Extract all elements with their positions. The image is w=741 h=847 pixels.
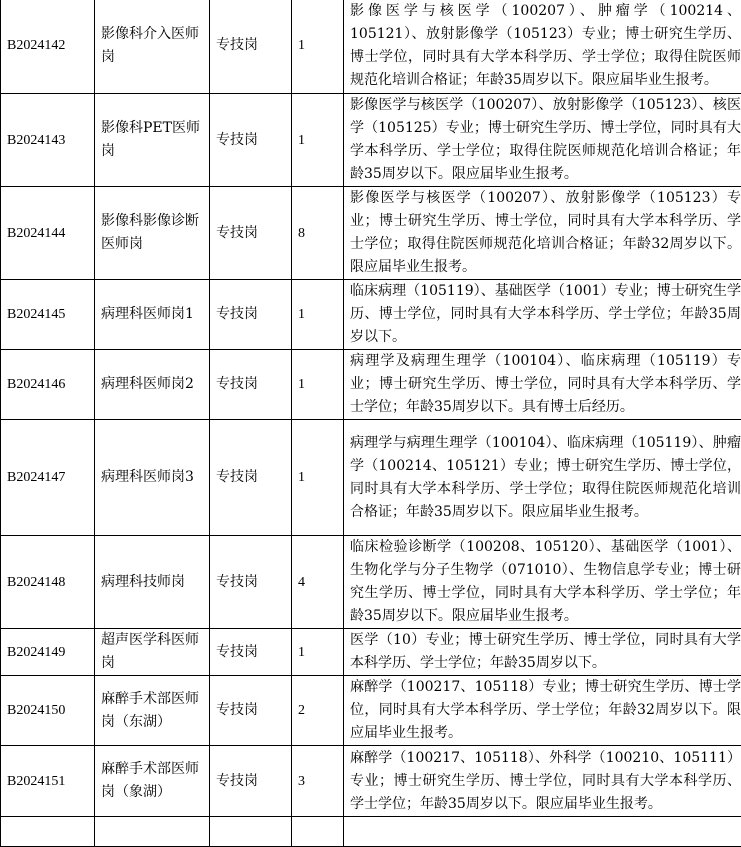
headcount: 1 — [292, 350, 344, 420]
position-requirements — [344, 817, 741, 847]
table-body — [1, 0, 741, 847]
position-requirements: 麻醉学（100217、105118）专业；博士研究生学历、博士学位，同时具有大学本科学历、学士学位；年龄32周岁以下。限应届毕业生报考。 — [344, 676, 741, 746]
position-name: 影像科PET医师岗 — [95, 94, 210, 187]
position-type: 专技岗 — [210, 0, 292, 94]
position-type: 专技岗 — [210, 94, 292, 187]
position-name: 影像科介入医师岗 — [95, 0, 210, 94]
table-row — [1, 676, 741, 746]
position-code: B2024146 — [1, 350, 95, 420]
position-requirements: 病理学与病理生理学（100104）、临床病理（105119）、肿瘤学（100214、105121）专业；博士研究生学历、博士学位，同时具有大学本科学历、学士学位；取得住院医师规范化培训合格证；年龄35周岁以下。限应届毕业生报考。 — [344, 420, 741, 536]
position-name: 病理科医师岗2 — [95, 350, 210, 420]
position-requirements: 影像医学与核医学（100207）、放射影像学（105123）、核医学（105125）专业；博士研究生学历、博士学位，同时具有大学本科学历、学士学位；取得住院医师规范化培训合格证；年龄35周岁以下。限应届毕业生报考。 — [344, 94, 741, 187]
position-code: B2024143 — [1, 94, 95, 187]
position-name — [95, 817, 210, 847]
position-code: B2024148 — [1, 536, 95, 629]
position-requirements: 临床病理（105119）、基础医学（1001）专业；博士研究生学历、博士学位，同时具有大学本科学历、学士学位；年龄35周岁以下。 — [344, 280, 741, 350]
position-name: 麻醉手术部医师岗（东湖） — [95, 676, 210, 746]
position-code: B2024142 — [1, 0, 95, 94]
position-type: 专技岗 — [210, 746, 292, 817]
headcount — [292, 817, 344, 847]
position-code: B2024149 — [1, 629, 95, 676]
position-type — [210, 817, 292, 847]
table-row — [1, 350, 741, 420]
position-code: B2024147 — [1, 420, 95, 536]
headcount: 1 — [292, 629, 344, 676]
headcount: 1 — [292, 94, 344, 187]
position-code: B2024145 — [1, 280, 95, 350]
headcount: 4 — [292, 536, 344, 629]
position-name: 病理科技师岗 — [95, 536, 210, 629]
position-requirements: 医学（10）专业；博士研究生学历、博士学位，同时具有大学本科学历、学士学位；年龄35周岁以下。 — [344, 629, 741, 676]
position-requirements: 影像医学与核医学（100207）、放射影像学（105123）专业；博士研究生学历、博士学位，同时具有大学本科学历、学士学位；取得住院医师规范化培训合格证；年龄32周岁以下。限应届毕业生报考。 — [344, 187, 741, 280]
position-code: B2024144 — [1, 187, 95, 280]
table-row — [1, 536, 741, 629]
table-row — [1, 817, 741, 847]
position-type: 专技岗 — [210, 350, 292, 420]
position-code: B2024151 — [1, 746, 95, 817]
table-row — [1, 94, 741, 187]
position-type: 专技岗 — [210, 280, 292, 350]
headcount: 1 — [292, 280, 344, 350]
position-type: 专技岗 — [210, 676, 292, 746]
position-name: 影像科影像诊断医师岗 — [95, 187, 210, 280]
position-requirements: 临床检验诊断学（100208、105120）、基础医学（1001）、生物化学与分子生物学（071010）、生物信息学专业；博士研究生学历、博士学位，同时具有大学本科学历、学士学位；年龄35周岁以下。限应届毕业生报考。 — [344, 536, 741, 629]
position-type: 专技岗 — [210, 187, 292, 280]
position-requirements: 病理学及病理生理学（100104）、临床病理（105119）专业；博士研究生学历、博士学位，同时具有大学本科学历、学士学位；年龄35周岁以下。具有博士后经历。 — [344, 350, 741, 420]
table-row — [1, 746, 741, 817]
position-type: 专技岗 — [210, 536, 292, 629]
position-requirements: 麻醉学（100217、105118）、外科学（100210、105111）专业；博士研究生学历、博士学位，同时具有大学本科学历、学士学位；年龄35周岁以下。限应届毕业生报考。 — [344, 746, 741, 817]
headcount: 3 — [292, 746, 344, 817]
table-row — [1, 280, 741, 350]
table-row — [1, 420, 741, 536]
headcount: 2 — [292, 676, 344, 746]
table-row — [1, 629, 741, 676]
position-name: 超声医学科医师岗 — [95, 629, 210, 676]
position-code: B2024150 — [1, 676, 95, 746]
position-name: 病理科医师岗3 — [95, 420, 210, 536]
position-type: 专技岗 — [210, 629, 292, 676]
position-code — [1, 817, 95, 847]
headcount: 1 — [292, 420, 344, 536]
table-row — [1, 187, 741, 280]
table-row — [1, 0, 741, 94]
position-name: 病理科医师岗1 — [95, 280, 210, 350]
position-type: 专技岗 — [210, 420, 292, 536]
position-requirements: 影像医学与核医学（100207）、肿瘤学（100214、105121）、放射影像学（105123）专业；博士研究生学历、博士学位，同时具有大学本科学历、学士学位；取得住院医师规范化培训合格证；年龄35周岁以下。限应届毕业生报考。 — [344, 0, 741, 94]
position-name: 麻醉手术部医师岗（象湖） — [95, 746, 210, 817]
headcount: 8 — [292, 187, 344, 280]
headcount: 1 — [292, 0, 344, 94]
